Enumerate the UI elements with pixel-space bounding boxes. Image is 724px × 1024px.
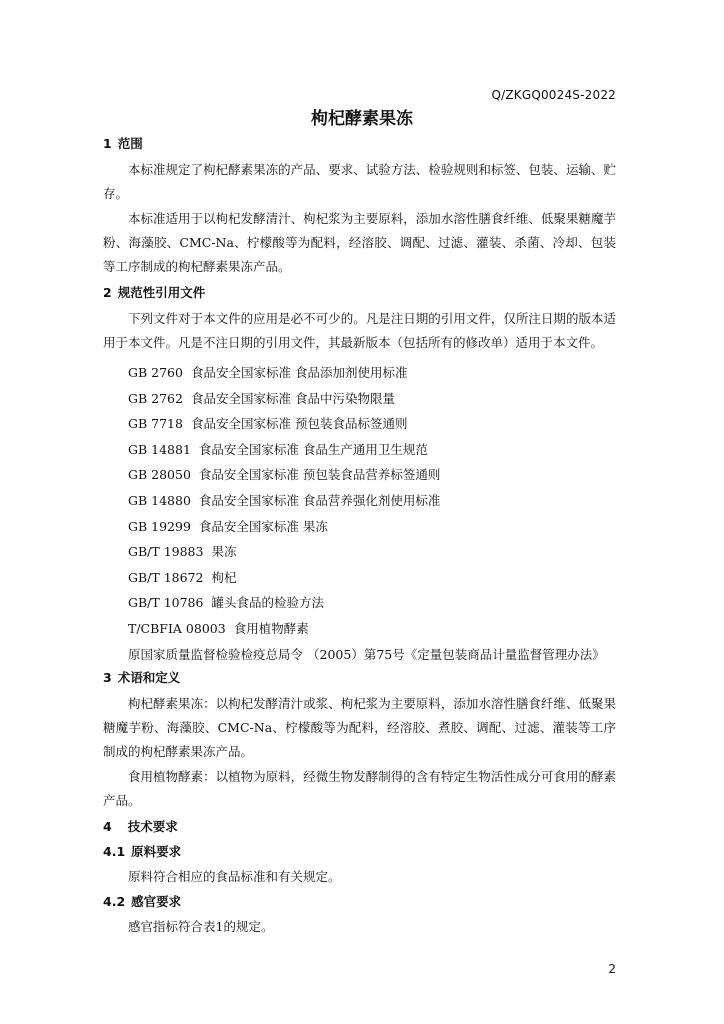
reference-item (128, 643, 616, 668)
reference-item (128, 361, 616, 386)
standard-name: 食品安全国家标准 食品中污染物限量 (190, 390, 395, 406)
standard-code: GB 19299 (128, 518, 191, 534)
standard-code: GB/T 10786 (128, 595, 204, 611)
standard-name: （2005）第75号《定量包装商品计量监督管理办法》 (307, 646, 605, 662)
standard-code: GB 2760 (128, 365, 183, 380)
paragraph: 本标准适用于以枸杞发酵清汁、枸杞浆为主要原料，添加水溶性膳食纤维、低聚果糖魔芋粉、海藻胶、CMC-Na、柠檬酸等为配料，经溶胶、调配、过滤、灌装、杀菌、冷却、包装等工序制成的枸杞酵素果冻产品。 (103, 211, 616, 274)
standard-code: GB 14880 (128, 492, 191, 508)
section-number: 1 (103, 136, 112, 151)
section-3-heading (103, 666, 616, 690)
reference-item (128, 489, 616, 514)
section-title: 感官要求 (131, 894, 182, 910)
standard-name: 果冻 (211, 544, 237, 560)
page-number: 2 (608, 962, 616, 976)
reference-item (128, 387, 616, 412)
reference-item (128, 438, 616, 463)
reference-item (128, 591, 616, 616)
standard-code: GB 28050 (128, 467, 191, 483)
standard-name: 食用植物酵素 (233, 620, 309, 636)
section-number: 3 (103, 670, 112, 686)
document-body (103, 132, 616, 939)
reference-item (128, 463, 616, 488)
paragraph: 枸杞酵素果冻：以枸杞发酵清汁或浆、枸杞浆为主要原料，添加水溶性膳食纤维、低聚果糖魔芋粉、海藻胶、CMC-Na、柠檬酸等为配料，经溶胶、煮胶、调配、过滤、灌装等工序制成的枸杞酵素果冻产品。 (103, 696, 616, 760)
paragraph: 本标准规定了枸杞酵素果冻的产品、要求、试验方法、检验规则和标签、包装、运输、贮存。 (103, 162, 616, 201)
standard-name: 罐头食品的检验方法 (211, 595, 324, 611)
standard-code: GB/T 18672 (128, 569, 204, 585)
section-number: 4.1 (103, 844, 126, 860)
section-title: 规范性引用文件 (117, 285, 206, 300)
reference-item (128, 617, 616, 642)
section-number: 4 (103, 819, 112, 835)
standard-code: GB 2762 (128, 390, 183, 406)
standard-name: 食品安全国家标准 果冻 (198, 518, 328, 534)
section-4-1-heading (103, 840, 616, 864)
standard-code: GB/T 19883 (128, 544, 204, 560)
section-number: 4.2 (103, 894, 126, 910)
document-code: Q/ZKGQ0024S-2022 (491, 88, 616, 102)
standard-name: 食品安全国家标准 食品生产通用卫生规范 (198, 441, 428, 457)
section-title: 原料要求 (131, 844, 182, 860)
standard-name: 枸杞 (211, 569, 237, 585)
reference-item (128, 540, 616, 565)
page-title: 枸杞酵素果冻 (311, 109, 413, 129)
section-title: 范围 (117, 136, 143, 151)
paragraph: 感官指标符合表1的规定。 (128, 919, 274, 935)
standard-name: 食品安全国家标准 预包装食品营养标签通则 (198, 467, 441, 483)
standard-code: GB 14881 (128, 441, 191, 457)
standard-code: T/CBFIA 08003 (128, 620, 226, 636)
reference-item (128, 412, 616, 437)
section-4-heading (103, 815, 616, 839)
section-4-2-heading (103, 890, 616, 914)
standard-code: GB 7718 (128, 416, 183, 432)
reference-item (128, 566, 616, 591)
standard-name: 食品安全国家标准 预包装食品标签通则 (190, 416, 408, 432)
paragraph: 下列文件对于本文件的应用是必不可少的。凡是注日期的引用文件，仅所注日期的版本适用于本文件。凡是不注日期的引用文件，其最新版本（包括所有的修改单）适用于本文件。 (103, 311, 616, 350)
standard-name: 食品安全国家标准 食品添加剂使用标准 (190, 365, 408, 380)
reference-list (103, 361, 616, 667)
paragraph: 原料符合相应的食品标准和有关规定。 (128, 869, 341, 885)
section-title: 技术要求 (127, 819, 178, 835)
standard-code: 原国家质量监督检验检疫总局令 (128, 646, 304, 662)
paragraph: 食用植物酵素：以植物为原料，经微生物发酵制得的含有特定生物活性成分可食用的酵素产品。 (103, 769, 616, 809)
section-number: 2 (103, 285, 112, 300)
section-title: 术语和定义 (117, 670, 181, 686)
section-2-heading (103, 281, 616, 305)
standard-name: 食品安全国家标准 食品营养强化剂使用标准 (198, 492, 441, 508)
section-1-heading (103, 132, 616, 156)
reference-item (128, 515, 616, 540)
